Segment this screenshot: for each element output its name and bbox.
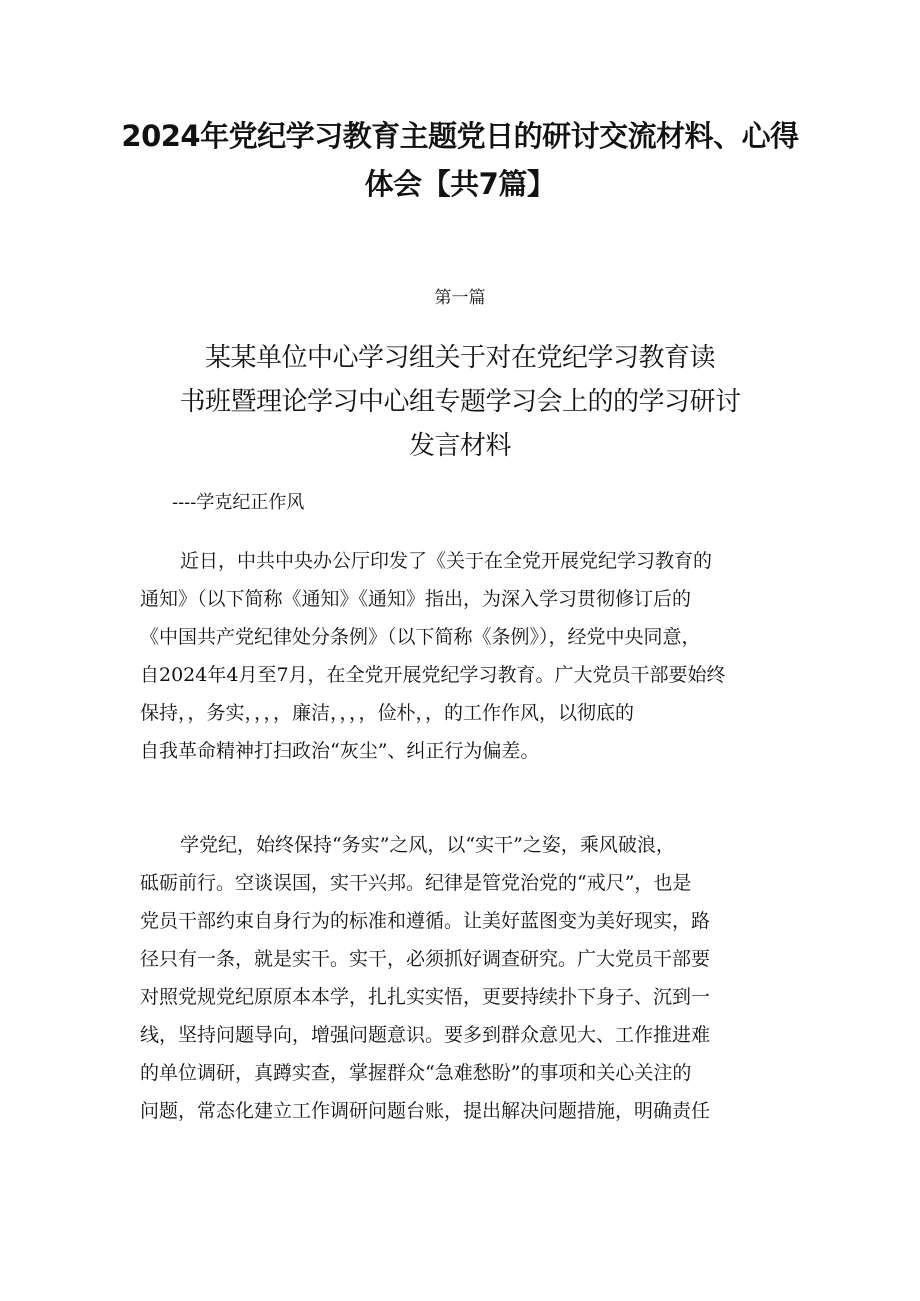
section-title-line: 书班暨理论学习中心组专题学习会上的的学习研讨 bbox=[179, 387, 741, 417]
paragraph-line: 近日，中共中央办公厅印发了《关于在全党开展党纪学习教育的 bbox=[180, 550, 713, 572]
document-title bbox=[120, 112, 800, 208]
paragraph-line: 径只有一条，就是实干。实干，必须抓好调查研究。广大党员干部要 bbox=[140, 948, 711, 970]
paragraph-line: 砥砺前行。空谈误国，实干兴邦。纪律是管党治党的“戒尺”，也是 bbox=[140, 872, 692, 894]
paragraph-line: 自我革命精神打扫政治“灰尘”、纠正行为偏差。 bbox=[140, 740, 540, 762]
paragraph-line: 通知》（以下简称《通知》《通知》指出，为深入学习贯彻修订后的 bbox=[140, 588, 692, 610]
section-title-line: 发言材料 bbox=[408, 431, 511, 461]
section-label: 第一篇 bbox=[434, 288, 486, 308]
title-line: 2024年党纪学习教育主题党日的研讨交流材料、心得 bbox=[121, 119, 799, 153]
paragraph-line: 学党纪，始终保持“务实”之风，以“实干”之姿，乘风破浪， bbox=[180, 834, 675, 856]
paragraph-2 bbox=[140, 826, 800, 1130]
paragraph-line: 《中国共产党纪律处分条例》（以下简称《条例》），经党中央同意， bbox=[140, 626, 701, 648]
paragraph-1 bbox=[140, 542, 800, 770]
paragraph-line: 党员干部约束自身行为的标准和遵循。让美好蓝图变为美好现实，路 bbox=[140, 910, 711, 932]
paragraph-line: 线，坚持问题导向，增强问题意识。要多到群众意见大、工作推进难 bbox=[140, 1024, 711, 1046]
byline: ----学克纪正作风 bbox=[172, 492, 305, 513]
title-line: 体会【共7篇】 bbox=[364, 167, 556, 201]
section-title-line: 某某单位中心学习组关于对在党纪学习教育读 bbox=[204, 343, 715, 373]
paragraph-line: 保持，，务实，，，，廉洁，，，，俭朴，，的工作作风，以彻底的 bbox=[140, 702, 635, 724]
section-title bbox=[150, 336, 770, 468]
paragraph-line: 的单位调研，真蹲实查，掌握群众“急难愁盼”的事项和关心关注的 bbox=[140, 1062, 692, 1084]
paragraph-line: 自2024年4月至7月，在全党开展党纪学习教育。广大党员干部要始终 bbox=[140, 664, 726, 686]
paragraph-line: 对照党规党纪原原本本学，扎扎实实悟，更要持续扑下身子、沉到一 bbox=[140, 986, 711, 1008]
paragraph-line: 问题，常态化建立工作调研问题台账，提出解决问题措施，明确责任 bbox=[140, 1100, 711, 1122]
